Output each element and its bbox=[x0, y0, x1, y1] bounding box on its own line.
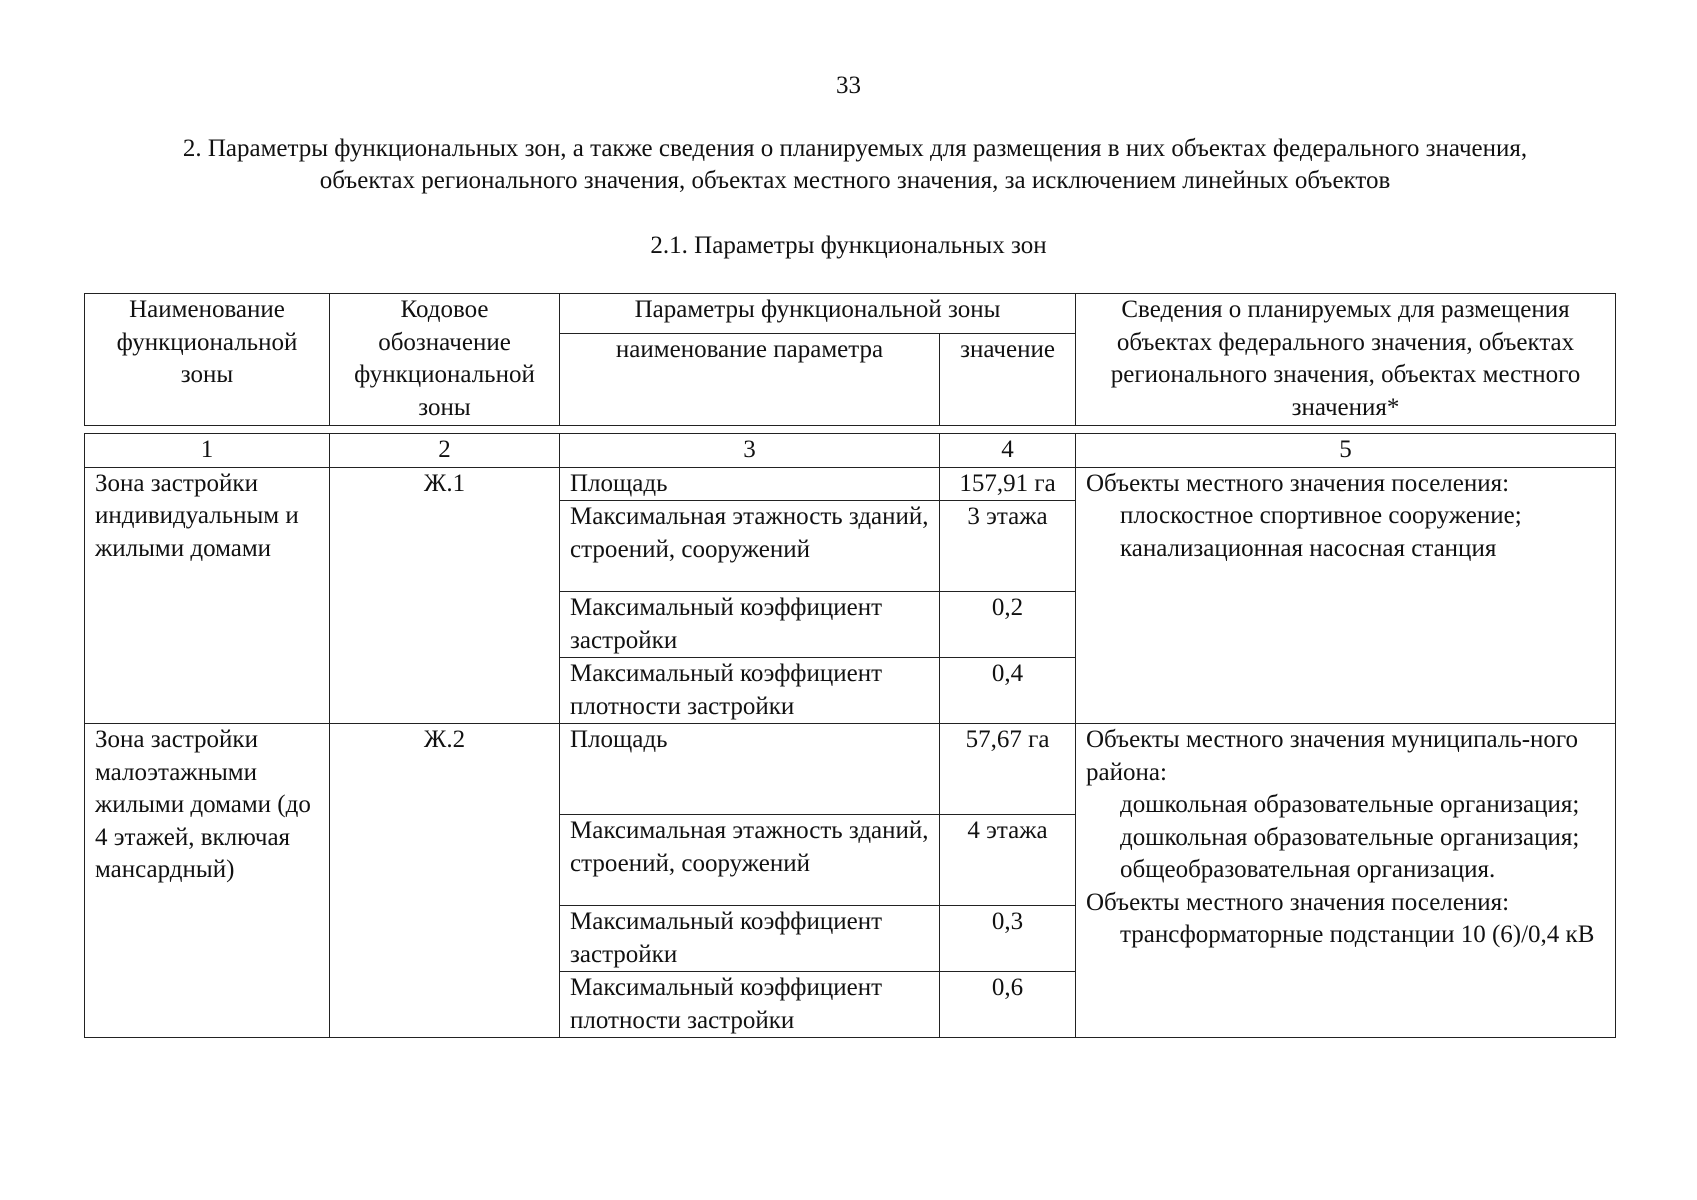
column-number: 2 bbox=[330, 434, 560, 468]
param-value: 0,4 bbox=[940, 658, 1076, 724]
subsection-title: 2.1. Параметры функциональных зон bbox=[650, 232, 1047, 259]
param-value: 0,3 bbox=[940, 906, 1076, 972]
header-params-group: Параметры функциональной зоны bbox=[560, 294, 1076, 334]
page-number: 33 bbox=[836, 72, 861, 99]
param-value: 57,67 га bbox=[940, 724, 1076, 815]
zone-name: Зона застройки малоэтажными жилыми домами (до 4 этажей, включая мансардный) bbox=[85, 724, 330, 1038]
param-name: Максимальный коэффициент застройки bbox=[560, 592, 940, 658]
column-number: 5 bbox=[1076, 434, 1616, 468]
column-numbers-row bbox=[85, 434, 1616, 468]
table-row bbox=[85, 724, 1616, 815]
objects-info-line: общеобразовательная организация. bbox=[1120, 856, 1496, 883]
objects-info-line: канализационная насосная станция bbox=[1120, 534, 1497, 562]
header-objects-info: Сведения о планируемых для размещения объектах федерального значения, объектах регионального значения, объектах местного значения* bbox=[1076, 294, 1616, 426]
column-number: 1 bbox=[85, 434, 330, 468]
objects-info-line: Объекты местного значения поселения: bbox=[1086, 469, 1510, 497]
objects-info-line: Объекты местного значения муниципаль-ного района: bbox=[1086, 726, 1579, 786]
header-code: Кодовое обозначение функциональной зоны bbox=[330, 294, 560, 426]
objects-info bbox=[1076, 724, 1616, 1038]
param-value: 0,2 bbox=[940, 592, 1076, 658]
param-name: Максимальная этажность зданий, строений, сооружений bbox=[560, 815, 940, 906]
param-name: Площадь bbox=[560, 724, 940, 815]
objects-info-line: дошкольная образовательные организация; bbox=[1120, 791, 1580, 818]
objects-info-line: трансформаторные подстанции 10 (6)/0,4 кВ bbox=[1120, 921, 1595, 948]
objects-info-line: плоскостное спортивное сооружение; bbox=[1120, 502, 1522, 529]
param-name: Максимальная этажность зданий, строений, сооружений bbox=[560, 501, 940, 592]
data-table bbox=[84, 433, 1616, 1038]
header-param-value: значение bbox=[940, 334, 1076, 426]
section-title: 2. Параметры функциональных зон, а также сведения о планируемых для размещения в них объектах федерального значения, объектах регионального значения, объектах местного значения, за исключением линейных объектов bbox=[182, 135, 1528, 194]
param-name: Максимальный коэффициент застройки bbox=[560, 906, 940, 972]
param-value: 3 этажа bbox=[940, 501, 1076, 592]
param-name: Максимальный коэффициент плотности застройки bbox=[560, 658, 940, 724]
zone-code: Ж.1 bbox=[330, 467, 560, 724]
param-name: Площадь bbox=[560, 467, 940, 501]
zone-code: Ж.2 bbox=[330, 724, 560, 1038]
objects-info bbox=[1076, 467, 1616, 724]
param-value: 4 этажа bbox=[940, 815, 1076, 906]
column-number: 3 bbox=[560, 434, 940, 468]
zone-name: Зона застройки индивидуальным и жилыми домами bbox=[85, 467, 330, 724]
header-zone-name: Наименование функциональной зоны bbox=[85, 294, 330, 426]
objects-info-line: Объекты местного значения поселения: bbox=[1086, 888, 1510, 916]
param-value: 0,6 bbox=[940, 972, 1076, 1038]
header-param-name: наименование параметра bbox=[560, 334, 940, 426]
table-row bbox=[85, 467, 1616, 501]
param-name: Максимальный коэффициент плотности застройки bbox=[560, 972, 940, 1038]
param-value: 157,91 га bbox=[940, 467, 1076, 501]
objects-info-line: дошкольная образовательные организация; bbox=[1120, 823, 1580, 851]
table-header bbox=[84, 293, 1616, 426]
column-number: 4 bbox=[940, 434, 1076, 468]
